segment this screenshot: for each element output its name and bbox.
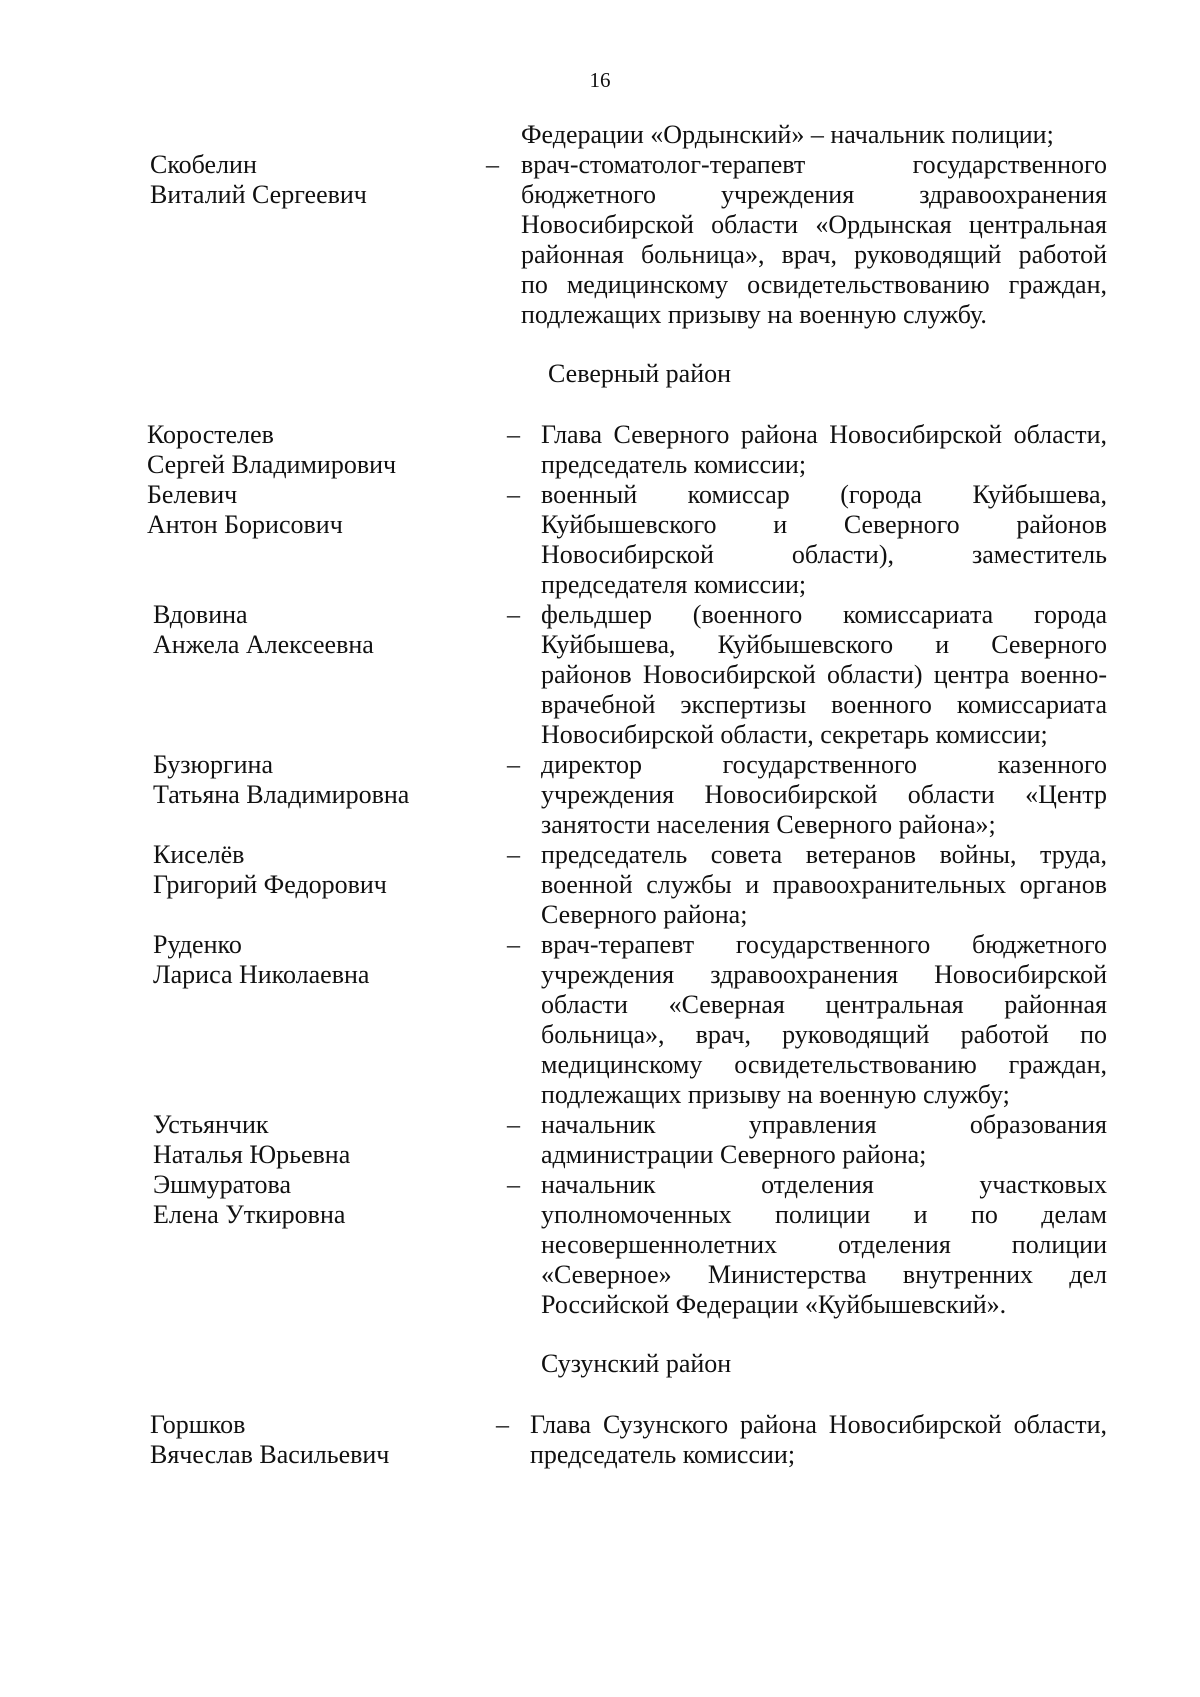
member-surname: Белевич	[147, 480, 238, 509]
member-position-line: Новосибирской области, секретарь комиссии;	[541, 720, 1048, 749]
member-surname: Киселёв	[153, 840, 245, 869]
member-position-line: Куйбышева, Куйбышевского и Северного	[541, 630, 1107, 659]
member-position-line: по медицинскому освидетельствованию граждан,	[521, 270, 1107, 299]
member-given-names: Виталий Сергеевич	[150, 180, 367, 209]
member-position-line: подлежащих призыву на военную службу.	[521, 300, 987, 329]
entry-dash: –	[507, 480, 520, 509]
entry-dash: –	[507, 750, 520, 779]
member-position-line: Куйбышевского и Северного районов	[541, 510, 1107, 539]
member-given-names: Анжела Алексеевна	[153, 630, 374, 659]
member-position-line: военной службы и правоохранительных органов	[541, 870, 1107, 899]
entry-dash: –	[507, 1170, 520, 1199]
member-position-line: фельдшер (военного комиссариата города	[541, 600, 1107, 629]
member-given-names: Григорий Федорович	[153, 870, 387, 899]
member-position-line: области «Северная центральная районная	[541, 990, 1107, 1019]
member-position-line: врачебной экспертизы военного комиссариата	[541, 690, 1107, 719]
member-given-names: Наталья Юрьевна	[153, 1140, 351, 1169]
member-position-line: председателя комиссии;	[541, 570, 807, 599]
member-given-names: Лариса Николаевна	[153, 960, 370, 989]
member-given-names: Антон Борисович	[147, 510, 343, 539]
member-surname: Бузюргина	[153, 750, 274, 779]
member-position-line: начальник отделения участковых	[541, 1170, 1107, 1199]
member-given-names: Татьяна Владимировна	[153, 780, 410, 809]
member-position-line: Новосибирской области «Ордынская центральная	[521, 210, 1107, 239]
member-position-line: председатель совета ветеранов войны, труда,	[541, 840, 1107, 869]
entry-dash: –	[507, 840, 520, 869]
carryover-line: Федерации «Ордынский» – начальник полиции;	[521, 120, 1054, 149]
member-position-line: больница», врач, руководящий работой по	[541, 1020, 1107, 1049]
member-surname: Горшков	[150, 1410, 246, 1439]
member-position-line: районная больница», врач, руководящий работой	[521, 240, 1107, 269]
member-position-line: председатель комиссии;	[541, 450, 807, 479]
section-heading: Сузунский район	[541, 1349, 732, 1378]
member-position-line: учреждения Новосибирской области «Центр	[541, 780, 1107, 809]
member-surname: Вдовина	[153, 600, 248, 629]
member-position-line: Глава Сузунского района Новосибирской области,	[530, 1410, 1107, 1439]
member-given-names: Елена Уткировна	[153, 1200, 346, 1229]
member-position-line: бюджетного учреждения здравоохранения	[521, 180, 1107, 209]
member-position-line: медицинскому освидетельствованию граждан,	[541, 1050, 1107, 1079]
member-position-line: Северного района;	[541, 900, 748, 929]
member-position-line: военный комиссар (города Куйбышева,	[541, 480, 1107, 509]
member-position-line: врач-стоматолог-терапевт государственного	[521, 150, 1107, 179]
member-position-line: районов Новосибирской области) центра военно-	[541, 660, 1107, 689]
member-given-names: Вячеслав Васильевич	[150, 1440, 390, 1469]
entry-dash: –	[507, 1110, 520, 1139]
page-number: 16	[589, 68, 611, 92]
member-position-line: председатель комиссии;	[530, 1440, 796, 1469]
member-surname: Скобелин	[150, 150, 257, 179]
member-surname: Устьянчик	[153, 1110, 269, 1139]
member-given-names: Сергей Владимирович	[147, 450, 397, 479]
member-position-line: подлежащих призыву на военную службу;	[541, 1080, 1010, 1109]
member-position-line: врач-терапевт государственного бюджетного	[541, 930, 1107, 959]
entry-dash: –	[507, 930, 520, 959]
member-position-line: директор государственного казенного	[541, 750, 1107, 779]
member-surname: Коростелев	[147, 420, 274, 449]
member-position-line: Глава Северного района Новосибирской области,	[541, 420, 1107, 449]
member-position-line: администрации Северного района;	[541, 1140, 927, 1169]
member-position-line: начальник управления образования	[541, 1110, 1107, 1139]
member-position-line: Новосибирской области), заместитель	[541, 540, 1107, 569]
member-position-line: уполномоченных полиции и по делам	[541, 1200, 1107, 1229]
section-heading: Северный район	[548, 359, 732, 388]
member-position-line: занятости населения Северного района»;	[541, 810, 996, 839]
entry-dash: –	[507, 600, 520, 629]
member-position-line: несовершеннолетних отделения полиции	[541, 1230, 1107, 1259]
entry-dash: –	[496, 1410, 509, 1439]
member-surname: Эшмуратова	[153, 1170, 291, 1199]
member-position-line: учреждения здравоохранения Новосибирской	[541, 960, 1107, 989]
entry-dash: –	[507, 420, 520, 449]
member-surname: Руденко	[153, 930, 242, 959]
member-position-line: «Северное» Министерства внутренних дел	[541, 1260, 1107, 1289]
entry-dash: –	[486, 150, 499, 179]
member-position-line: Российской Федерации «Куйбышевский».	[541, 1290, 1007, 1319]
